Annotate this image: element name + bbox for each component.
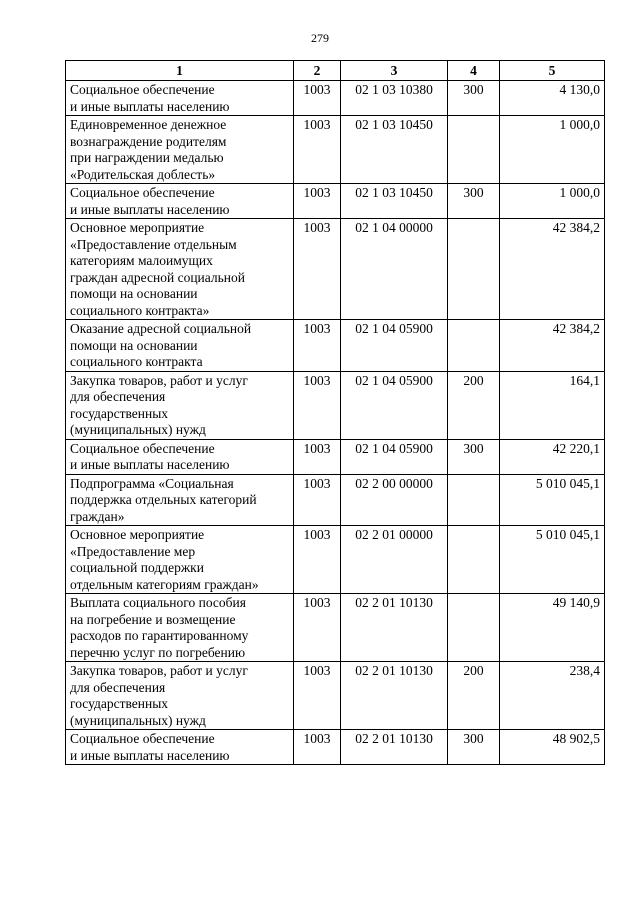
table-row [66,371,605,439]
target-code-cell: 02 1 03 10450 [341,184,448,219]
amount-cell: 42 384,2 [500,320,605,372]
table-row [66,81,605,116]
section-code-cell: 1003 [294,81,341,116]
expense-type-cell [448,474,500,526]
amount-cell: 48 902,5 [500,730,605,765]
expense-type-cell: 300 [448,81,500,116]
target-code-cell: 02 2 01 10130 [341,730,448,765]
column-header: 4 [448,61,500,81]
item-name-cell: Социальное обеспечение и иные выплаты населению [66,184,294,219]
target-code-cell: 02 2 01 10130 [341,662,448,730]
section-code-cell: 1003 [294,474,341,526]
amount-cell: 1 000,0 [500,116,605,184]
table-row [66,439,605,474]
amount-cell: 1 000,0 [500,184,605,219]
amount-cell: 164,1 [500,371,605,439]
amount-cell: 5 010 045,1 [500,474,605,526]
table-row [66,320,605,372]
expense-type-cell [448,116,500,184]
section-code-cell: 1003 [294,730,341,765]
column-header: 3 [341,61,448,81]
table-row [66,474,605,526]
expense-type-cell [448,594,500,662]
column-header: 2 [294,61,341,81]
table-row [66,219,605,320]
target-code-cell: 02 1 03 10380 [341,81,448,116]
target-code-cell: 02 1 04 00000 [341,219,448,320]
item-name-cell: Закупка товаров, работ и услуг для обеспечения государственных (муниципальных) нужд [66,371,294,439]
target-code-cell: 02 2 01 00000 [341,526,448,594]
section-code-cell: 1003 [294,526,341,594]
table-row [66,526,605,594]
table-row [66,662,605,730]
amount-cell: 238,4 [500,662,605,730]
amount-cell: 42 384,2 [500,219,605,320]
page-number: 279 [311,31,329,45]
amount-cell: 5 010 045,1 [500,526,605,594]
target-code-cell: 02 1 04 05900 [341,320,448,372]
column-header: 1 [66,61,294,81]
amount-cell: 49 140,9 [500,594,605,662]
expense-type-cell: 300 [448,730,500,765]
amount-cell: 42 220,1 [500,439,605,474]
table-header-row [66,61,605,81]
section-code-cell: 1003 [294,184,341,219]
item-name-cell: Социальное обеспечение и иные выплаты населению [66,81,294,116]
section-code-cell: 1003 [294,594,341,662]
item-name-cell: Основное мероприятие «Предоставление отдельным категориям малоимущих граждан адресной социальной помощи на основании социального контракта» [66,219,294,320]
expense-type-cell: 200 [448,371,500,439]
expense-type-cell [448,526,500,594]
table-row [66,730,605,765]
section-code-cell: 1003 [294,371,341,439]
section-code-cell: 1003 [294,662,341,730]
target-code-cell: 02 1 04 05900 [341,371,448,439]
target-code-cell: 02 2 01 10130 [341,594,448,662]
budget-table [65,60,605,765]
target-code-cell: 02 1 03 10450 [341,116,448,184]
item-name-cell: Социальное обеспечение и иные выплаты населению [66,439,294,474]
section-code-cell: 1003 [294,219,341,320]
expense-type-cell: 300 [448,439,500,474]
expense-type-cell [448,219,500,320]
target-code-cell: 02 2 00 00000 [341,474,448,526]
item-name-cell: Единовременное денежное вознаграждение родителям при награждении медалью «Родительская доблесть» [66,116,294,184]
column-header: 5 [500,61,605,81]
table-row [66,116,605,184]
item-name-cell: Подпрограмма «Социальная поддержка отдельных категорий граждан» [66,474,294,526]
amount-cell: 4 130,0 [500,81,605,116]
expense-type-cell: 200 [448,662,500,730]
table-row [66,184,605,219]
table-row [66,594,605,662]
section-code-cell: 1003 [294,116,341,184]
expense-type-cell: 300 [448,184,500,219]
item-name-cell: Выплата социального пособия на погребение и возмещение расходов по гарантированному перечню услуг по погребению [66,594,294,662]
item-name-cell: Основное мероприятие «Предоставление мер социальной поддержки отдельным категориям граждан» [66,526,294,594]
table-body [66,81,605,765]
expense-type-cell [448,320,500,372]
item-name-cell: Оказание адресной социальной помощи на основании социального контракта [66,320,294,372]
section-code-cell: 1003 [294,439,341,474]
target-code-cell: 02 1 04 05900 [341,439,448,474]
section-code-cell: 1003 [294,320,341,372]
item-name-cell: Закупка товаров, работ и услуг для обеспечения государственных (муниципальных) нужд [66,662,294,730]
item-name-cell: Социальное обеспечение и иные выплаты населению [66,730,294,765]
